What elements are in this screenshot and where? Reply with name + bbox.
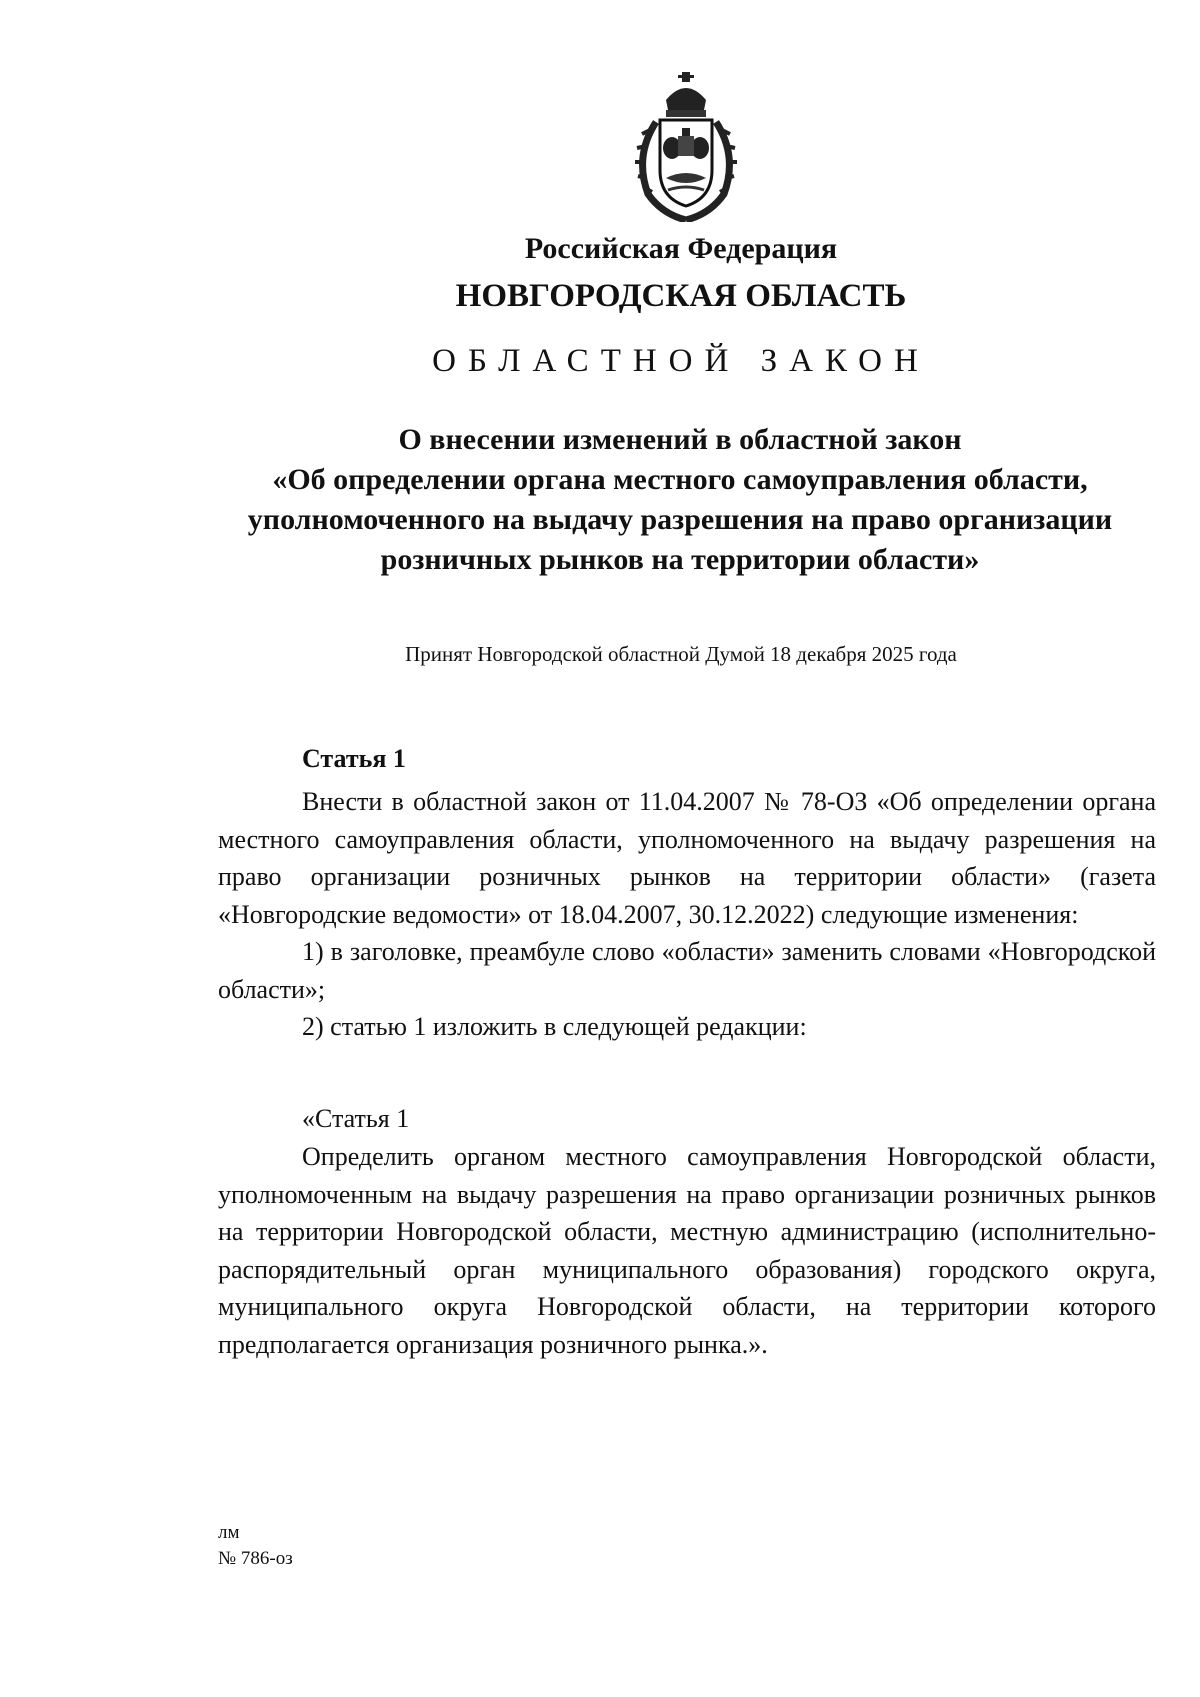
law-title bbox=[200, 420, 1160, 580]
quoted-article-heading: «Статья 1 bbox=[302, 1104, 410, 1133]
footer-initials: лм bbox=[218, 1522, 240, 1543]
coat-of-arms-icon bbox=[622, 70, 750, 222]
article-body bbox=[218, 783, 1156, 1046]
title-line: уполномоченного на выдачу разрешения на право организации bbox=[247, 503, 1113, 536]
region-name: НОВГОРОДСКАЯ ОБЛАСТЬ bbox=[455, 278, 907, 314]
title-line: «Об определении органа местного самоуправления области, bbox=[272, 463, 1088, 496]
quoted-article-text: Определить органом местного самоуправления Новгородской области, уполномоченным на выдачу разрешения на право организации розничных рынков на территории Новгородской области, местную администрацию (исполнительно-распорядительный орган муниципального образования) городского округа, муниципального округа Новгородской области, на территории которого предполагается организация розничного рынка.». bbox=[218, 1142, 1156, 1359]
country-name: Российская Федерация bbox=[524, 232, 838, 265]
document-footer bbox=[218, 1520, 293, 1572]
article-heading: Статья 1 bbox=[302, 744, 406, 773]
amendment-item-2: 2) статью 1 изложить в следующей редакции: bbox=[302, 1012, 807, 1041]
title-line: розничных рынков на территории области» bbox=[380, 543, 980, 576]
article-intro: Внести в областной закон от 11.04.2007 № 78-ОЗ «Об определении органа местного самоуправления области, уполномоченного на выдачу разрешения на право организации розничных рынков на территории области» (газета «Новгородские ведомости» от 18.04.2007, 30.12.2022) следующие изменения: bbox=[218, 787, 1156, 929]
document-type: ОБЛАСТНОЙ ЗАКОН bbox=[432, 343, 930, 379]
amendment-item-1: 1) в заголовке, преамбуле слово «области» заменить словами «Новгородской области»; bbox=[218, 937, 1156, 1004]
quoted-article-body bbox=[218, 1138, 1156, 1363]
adoption-note: Принят Новгородской областной Думой 18 декабря 2025 года bbox=[405, 642, 957, 666]
title-line: О внесении изменений в областной закон bbox=[398, 423, 962, 456]
law-number: № 786-оз bbox=[218, 1548, 293, 1569]
